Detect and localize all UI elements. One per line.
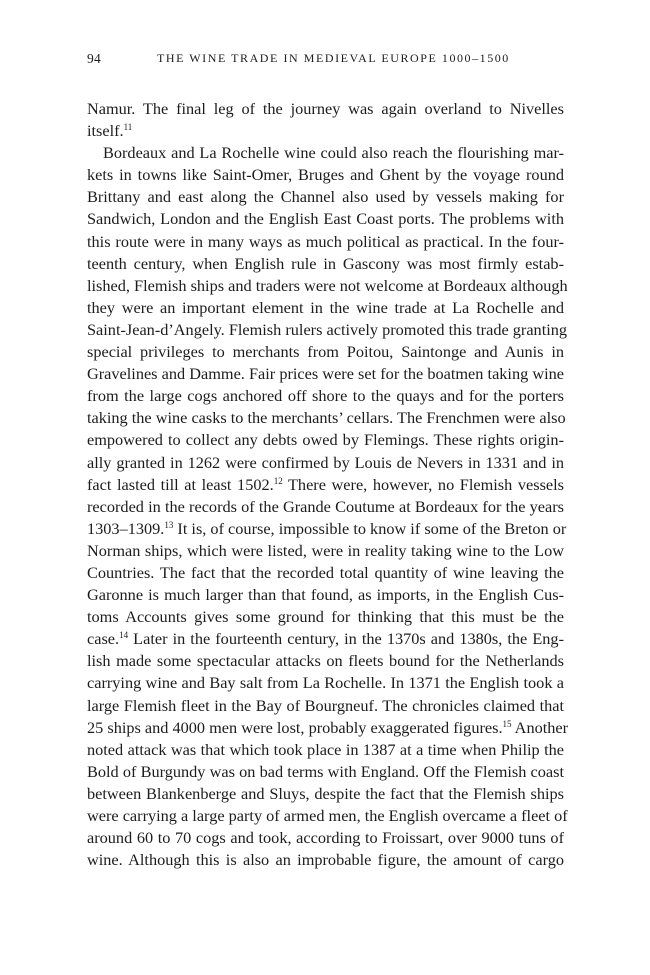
line-text: 1303–1309. (87, 518, 165, 538)
text-line (87, 827, 564, 849)
text-line (87, 805, 568, 827)
line-text: Garonne is much larger than that found, as imports, in the English Cus- (87, 585, 564, 605)
text-line (87, 650, 564, 672)
text-line (87, 231, 564, 253)
text-line (87, 496, 564, 518)
text-line (87, 253, 564, 275)
line-text: toms Accounts gives some ground for thinking that this must be the (87, 607, 564, 627)
text-line (87, 628, 564, 650)
text-line (87, 540, 564, 562)
line-text: wine. Although this is also an improbable figure, the amount of cargo (87, 850, 564, 870)
line-text-continued: Another (511, 717, 569, 737)
text-line (87, 584, 564, 606)
text-line (87, 164, 564, 186)
text-line (87, 474, 564, 496)
line-text-continued: Later in the fourteenth century, in the 1370s and 1380s, the Eng- (128, 629, 564, 649)
text-line (87, 717, 569, 739)
text-line (87, 407, 564, 429)
line-text: from the large cogs anchored off shore to the quays and for the porters (87, 386, 564, 406)
footnote-marker: 13 (164, 519, 174, 530)
line-text: large Flemish fleet in the Bay of Bourgneuf. The chronicles claimed that (87, 695, 564, 715)
text-line (87, 385, 564, 407)
text-line (87, 297, 564, 319)
text-line (87, 783, 564, 805)
line-text: itself. (87, 121, 124, 141)
line-text: Bordeaux and La Rochelle wine could also reach the flourishing mar- (103, 143, 564, 163)
footnote-marker: 15 (502, 718, 512, 729)
footnote-marker: 12 (273, 475, 283, 486)
text-line (87, 562, 564, 584)
line-text: Saint-Jean-d’Angely. Flemish rulers actively promoted this trade granting (87, 319, 568, 339)
text-line (87, 319, 568, 341)
text-line (87, 739, 564, 761)
page-number: 94 (87, 51, 102, 66)
line-text: case. (87, 629, 120, 649)
line-text: between Blankenberge and Sluys, despite the fact that the Flemish ships (87, 783, 564, 803)
body-text (87, 98, 569, 871)
text-line (87, 363, 564, 385)
line-text: Gravelines and Damme. Fair prices were set for the boatmen taking wine (87, 364, 564, 384)
line-text: special privileges to merchants from Poitou, Saintonge and Aunis in (87, 342, 564, 362)
text-line (87, 208, 564, 230)
line-text: recorded in the records of the Grande Coutume at Bordeaux for the years (87, 496, 564, 516)
text-line (87, 142, 564, 164)
line-text: they were an important element in the wine trade at La Rochelle and (87, 297, 564, 317)
line-text-continued: It is, of course, impossible to know if some of the Breton or (173, 518, 567, 538)
line-text: fact lasted till at least 1502. (87, 474, 274, 494)
footnote-marker: 14 (119, 630, 129, 641)
text-line (87, 695, 564, 717)
line-text: were carrying a large party of armed men, the English overcame a fleet of (87, 806, 568, 825)
line-text: teenth century, when English rule in Gascony was most firmly estab- (87, 253, 564, 273)
text-line (87, 341, 564, 363)
line-text: around 60 to 70 cogs and took, according to Froissart, over 9000 tuns of (87, 828, 564, 848)
line-text: taking the wine casks to the merchants’ cellars. The Frenchmen were also (87, 408, 566, 428)
line-text: kets in towns like Saint-Omer, Bruges and Ghent by the voyage round (87, 165, 564, 185)
line-text: lished, Flemish ships and traders were not welcome at Bordeaux although (87, 275, 568, 295)
text-line (87, 849, 564, 871)
line-text: this route were in many ways as much political as practical. In the four- (87, 231, 564, 251)
line-text: Bold of Burgundy was on bad terms with England. Off the Flemish coast (87, 761, 564, 781)
footnote-marker: 11 (123, 122, 133, 133)
line-text-continued: There were, however, no Flemish vessels (282, 474, 564, 494)
line-text: lish made some spectacular attacks on fleets bound for the Netherlands (87, 651, 564, 671)
text-line (87, 186, 564, 208)
line-text: Countries. The fact that the recorded total quantity of wine leaving the (87, 562, 564, 582)
text-line (87, 275, 568, 297)
text-line (87, 518, 567, 540)
text-line (87, 672, 564, 694)
line-text: carrying wine and Bay salt from La Rochelle. In 1371 the English took a (87, 673, 564, 693)
line-text: Namur. The final leg of the journey was again overland to Nivelles (87, 99, 564, 118)
line-text: Brittany and east along the Channel also used by vessels making for (87, 187, 564, 207)
text-line (87, 98, 564, 120)
text-line (87, 606, 564, 628)
line-text: empowered to collect any debts owed by Flemings. These rights origin- (87, 430, 564, 450)
line-text: Norman ships, which were listed, were in reality taking wine to the Low (87, 540, 564, 560)
line-text: 25 ships and 4000 men were lost, probably exaggerated figures. (87, 717, 503, 737)
text-line (87, 452, 564, 474)
text-line (87, 761, 564, 783)
line-text: ally granted in 1262 were confirmed by Louis de Nevers in 1331 and in (87, 452, 564, 472)
text-line (87, 429, 564, 451)
line-text: Sandwich, London and the English East Coast ports. The problems with (87, 209, 564, 229)
text-line (87, 120, 564, 142)
running-title: THE WINE TRADE IN MEDIEVAL EUROPE 1000–1500 (157, 51, 510, 65)
line-text: noted attack was that which took place in 1387 at a time when Philip the (87, 739, 564, 759)
